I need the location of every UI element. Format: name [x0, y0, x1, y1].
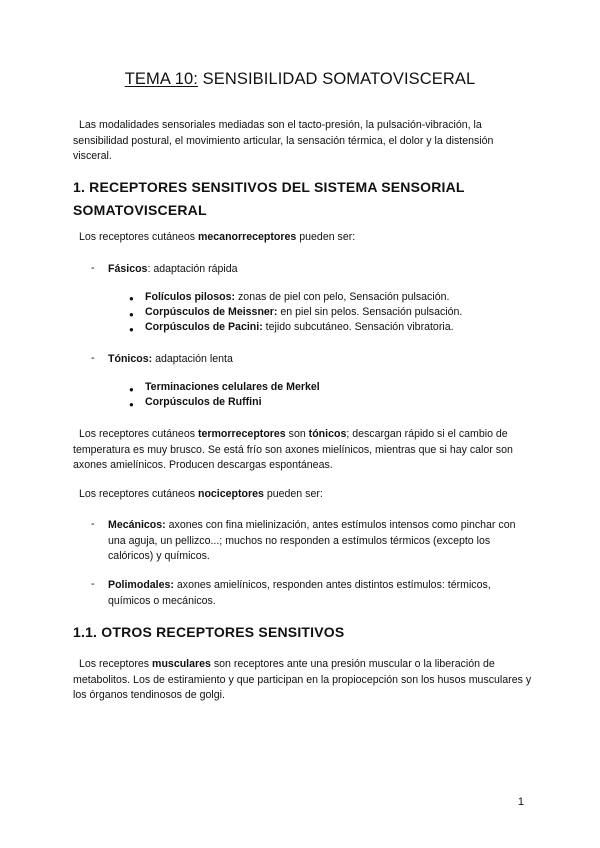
termorreceptores-paragraph: Los receptores cutáneos termorreceptores son tónicos; descargan rápido si el cambio de temperatura es muy brusco. Se está frío son axones mielínicos, mientras que si hay calor son axones amielínicos. Producen descargas espontáneas. [73, 428, 513, 471]
list-item: Corpúsculos de Pacini: tejido subcutáneo. Sensación vibratoria. [145, 321, 454, 333]
page-number: 1 [517, 796, 524, 808]
mecanorreceptores-intro: Los receptores cutáneos mecanorreceptores pueden ser: [79, 231, 356, 243]
polimodales-item: Polimodales: axones amielínicos, responden antes distintos estímulos: térmicos, químicos o mecánicos. [108, 579, 491, 607]
bullet-icon: ● [129, 294, 134, 303]
bullet-icon: ● [129, 325, 134, 334]
dash-bullet: - [91, 518, 95, 530]
section-1-heading: 1. RECEPTORES SENSITIVOS DEL SISTEMA SENSORIAL SOMATOVISCERAL [73, 179, 465, 218]
title-prefix: TEMA 10: [124, 70, 198, 88]
mecanicos-item: Mecánicos: axones con fina mielinización, antes estímulos intensos como pinchar con una aguja, un pellizco...; muchos no responden a estímulos térmicos (excepto los calóricos) y químicos. [108, 519, 516, 562]
musculares-paragraph: Los receptores musculares son receptores ante una presión muscular o la liberación de metabolitos. Los de estiramiento y que participan en la propiocepción son los husos musculares y los órganos tendinosos de golgi. [73, 658, 532, 701]
section-1-1-heading: 1.1. OTROS RECEPTORES SENSITIVOS [73, 624, 345, 640]
bullet-icon: ● [129, 400, 134, 409]
bullet-icon: ● [129, 310, 134, 319]
intro-paragraph: Las modalidades sensoriales mediadas son el tacto-presión, la pulsación-vibración, la sensibilidad postural, el movimiento articular, la sensación térmica, el dolor y la distensión visceral. [73, 119, 494, 162]
fasicos-item: Fásicos: adaptación rápida [108, 263, 238, 275]
title-rest: SENSIBILIDAD SOMATOVISCERAL [197, 70, 476, 88]
bullet-icon: ● [129, 385, 134, 394]
dash-bullet: - [91, 352, 95, 364]
dash-bullet: - [91, 578, 95, 590]
list-item: Terminaciones celulares de Merkel [145, 381, 320, 393]
nociceptores-intro: Los receptores cutáneos nociceptores pueden ser: [79, 488, 323, 500]
page-title [0, 70, 600, 89]
list-item: Corpúsculos de Ruffini [145, 396, 262, 408]
list-item: Corpúsculos de Meissner: en piel sin pelos. Sensación pulsación. [145, 306, 463, 318]
dash-bullet: - [91, 262, 95, 274]
tonicos-item: Tónicos: adaptación lenta [108, 353, 233, 365]
list-item: Folículos pilosos: zonas de piel con pelo, Sensación pulsación. [145, 291, 450, 303]
